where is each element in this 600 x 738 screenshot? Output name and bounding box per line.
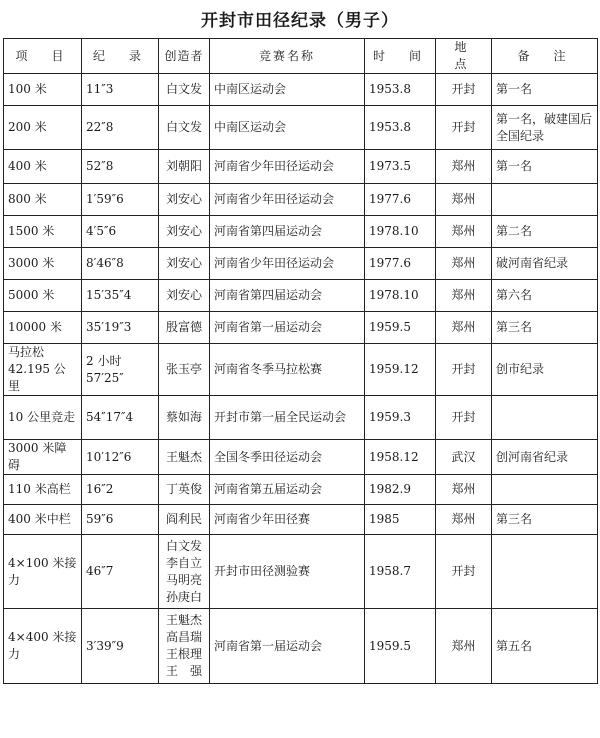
competition-cell: 河南省少年田径运动会 xyxy=(210,150,365,184)
record-cell: 10′12″6 xyxy=(82,440,159,475)
competition-cell: 全国冬季田径运动会 xyxy=(210,440,365,475)
time-cell: 1973.5 xyxy=(365,150,436,184)
holder-cell xyxy=(159,396,210,440)
note-cell: 第五名 xyxy=(492,609,598,684)
holder-cell xyxy=(159,106,210,150)
event-cell: 3000 米障碍 xyxy=(4,440,82,475)
note-cell xyxy=(492,396,598,440)
place-cell: 武汉 xyxy=(436,440,492,475)
record-cell: 46″7 xyxy=(82,535,159,609)
record-cell: 22″8 xyxy=(82,106,159,150)
place-cell: 郑州 xyxy=(436,312,492,344)
record-cell: 54″17″4 xyxy=(82,396,159,440)
holder-name: 王根理 xyxy=(165,647,202,661)
note-cell: 创市纪录 xyxy=(492,344,598,396)
time-cell: 1978.10 xyxy=(365,280,436,312)
table-row xyxy=(4,535,598,609)
place-cell: 开封 xyxy=(436,535,492,609)
competition-cell: 河南省少年田径运动会 xyxy=(210,184,365,216)
record-cell: 1′59″6 xyxy=(82,184,159,216)
holder-name: 刘安心 xyxy=(165,288,202,302)
event-cell: 100 米 xyxy=(4,74,82,106)
table-row xyxy=(4,396,598,440)
time-cell: 1958.12 xyxy=(365,440,436,475)
place-cell: 开封 xyxy=(436,396,492,440)
competition-cell: 河南省第四届运动会 xyxy=(210,280,365,312)
holder-cell xyxy=(159,312,210,344)
event-cell: 400 米中栏 xyxy=(4,505,82,535)
competition-cell: 开封市第一届全民运动会 xyxy=(210,396,365,440)
note-cell: 第一名 xyxy=(492,74,598,106)
page-title: 开封市田径纪录（男子） xyxy=(201,11,399,31)
note-cell xyxy=(492,184,598,216)
note-cell: 破河南省纪录 xyxy=(492,248,598,280)
record-cell: 16″2 xyxy=(82,475,159,505)
event-cell: 4×400 米接力 xyxy=(4,609,82,684)
holder-name: 刘安心 xyxy=(165,256,202,270)
event-cell: 3000 米 xyxy=(4,248,82,280)
event-cell: 10 公里竞走 xyxy=(4,396,82,440)
place-cell: 郑州 xyxy=(436,184,492,216)
header-record: 纪 录 xyxy=(82,39,159,74)
event-cell: 110 米高栏 xyxy=(4,475,82,505)
event-cell: 4×100 米接力 xyxy=(4,535,82,609)
table-row xyxy=(4,440,598,475)
place-cell: 郑州 xyxy=(436,475,492,505)
header-event: 项 目 xyxy=(4,39,82,74)
time-cell: 1958.7 xyxy=(365,535,436,609)
competition-cell: 河南省第四届运动会 xyxy=(210,216,365,248)
table-row xyxy=(4,106,598,150)
place-cell: 郑州 xyxy=(436,280,492,312)
event-cell: 马拉松 42.195 公里 xyxy=(4,344,82,396)
header-row xyxy=(4,39,598,74)
holder-name: 王魁杰 xyxy=(165,449,202,464)
time-cell: 1959.12 xyxy=(365,344,436,396)
holder-cell xyxy=(159,280,210,312)
holder-cell xyxy=(159,535,210,609)
table-row xyxy=(4,280,598,312)
table-row xyxy=(4,184,598,216)
holder-name: 孙庚白 xyxy=(165,589,202,604)
table-row xyxy=(4,505,598,535)
holder-name: 刘安心 xyxy=(165,192,202,206)
competition-cell: 河南省第五届运动会 xyxy=(210,475,365,505)
time-cell: 1985 xyxy=(365,505,436,535)
time-cell: 1977.6 xyxy=(365,184,436,216)
record-cell: 2 小时 57′25″ xyxy=(82,344,159,396)
holder-name: 刘朝阳 xyxy=(165,159,202,173)
competition-cell: 河南省第一届运动会 xyxy=(210,312,365,344)
record-cell: 52″8 xyxy=(82,150,159,184)
table-row xyxy=(4,312,598,344)
competition-cell: 开封市田径测验赛 xyxy=(210,535,365,609)
holder-name: 刘安心 xyxy=(165,224,202,238)
table-row xyxy=(4,344,598,396)
records-table xyxy=(3,38,598,684)
header-place: 地 点 xyxy=(436,39,492,74)
holder-cell xyxy=(159,216,210,248)
header-competition: 竞赛名称 xyxy=(210,39,365,74)
time-cell: 1977.6 xyxy=(365,248,436,280)
competition-cell: 河南省少年田径赛 xyxy=(210,505,365,535)
table-row xyxy=(4,475,598,505)
holder-name: 白文发 xyxy=(165,538,202,553)
holder-name: 殷富德 xyxy=(165,320,202,334)
header-time: 时 间 xyxy=(365,39,436,74)
competition-cell: 河南省冬季马拉松赛 xyxy=(210,344,365,396)
event-cell: 400 米 xyxy=(4,150,82,184)
place-cell: 郑州 xyxy=(436,248,492,280)
time-cell: 1959.5 xyxy=(365,312,436,344)
place-cell: 郑州 xyxy=(436,505,492,535)
holder-name: 王魁杰 xyxy=(165,613,202,627)
record-cell: 11″3 xyxy=(82,74,159,106)
holder-name: 马明亮 xyxy=(165,572,202,587)
record-cell: 15′35″4 xyxy=(82,280,159,312)
header-note: 备 注 xyxy=(492,39,598,74)
competition-cell: 河南省第一届运动会 xyxy=(210,609,365,684)
place-cell: 郑州 xyxy=(436,609,492,684)
place-cell: 开封 xyxy=(436,74,492,106)
record-cell: 35′19″3 xyxy=(82,312,159,344)
event-cell: 1500 米 xyxy=(4,216,82,248)
time-cell: 1978.10 xyxy=(365,216,436,248)
record-cell: 8′46″8 xyxy=(82,248,159,280)
note-cell: 创河南省纪录 xyxy=(492,440,598,475)
holder-name: 李自立 xyxy=(165,555,202,570)
place-cell: 开封 xyxy=(436,106,492,150)
place-cell: 郑州 xyxy=(436,216,492,248)
record-cell: 59″6 xyxy=(82,505,159,535)
note-cell xyxy=(492,535,598,609)
records-body xyxy=(4,74,598,684)
table-row xyxy=(4,248,598,280)
table-row xyxy=(4,74,598,106)
holder-cell xyxy=(159,248,210,280)
event-cell: 800 米 xyxy=(4,184,82,216)
time-cell: 1982.9 xyxy=(365,475,436,505)
record-cell: 4′5″6 xyxy=(82,216,159,248)
record-cell: 3′39″9 xyxy=(82,609,159,684)
holder-name: 蔡如海 xyxy=(165,410,202,424)
note-cell: 第一名，破建国后全国纪录 xyxy=(492,106,598,150)
holder-cell xyxy=(159,150,210,184)
note-cell: 第三名 xyxy=(492,505,598,535)
time-cell: 1953.8 xyxy=(365,74,436,106)
holder-name: 白文发 xyxy=(165,120,202,134)
place-cell: 郑州 xyxy=(436,150,492,184)
holder-name: 王 强 xyxy=(165,664,202,678)
table-row xyxy=(4,216,598,248)
competition-cell: 中南区运动会 xyxy=(210,74,365,106)
event-cell: 5000 米 xyxy=(4,280,82,312)
holder-cell xyxy=(159,505,210,535)
table-row xyxy=(4,609,598,684)
place-cell: 开封 xyxy=(436,344,492,396)
holder-name: 阎利民 xyxy=(165,512,202,526)
time-cell: 1959.3 xyxy=(365,396,436,440)
event-cell: 200 米 xyxy=(4,106,82,150)
note-cell: 第六名 xyxy=(492,280,598,312)
holder-cell xyxy=(159,609,210,684)
holder-name: 张玉亭 xyxy=(165,362,202,376)
competition-cell: 河南省少年田径运动会 xyxy=(210,248,365,280)
event-cell: 10000 米 xyxy=(4,312,82,344)
holder-cell xyxy=(159,184,210,216)
time-cell: 1959.5 xyxy=(365,609,436,684)
time-cell: 1953.8 xyxy=(365,106,436,150)
note-cell: 第一名 xyxy=(492,150,598,184)
holder-cell xyxy=(159,440,210,475)
note-cell: 第二名 xyxy=(492,216,598,248)
holder-name: 丁英俊 xyxy=(165,482,202,496)
competition-cell: 中南区运动会 xyxy=(210,106,365,150)
header-holder: 创造者 xyxy=(159,39,210,74)
note-cell xyxy=(492,475,598,505)
holder-cell xyxy=(159,475,210,505)
holder-cell xyxy=(159,74,210,106)
holder-cell xyxy=(159,344,210,396)
table-row xyxy=(4,150,598,184)
note-cell: 第三名 xyxy=(492,312,598,344)
holder-name: 白文发 xyxy=(165,82,202,96)
holder-name: 高昌瑞 xyxy=(165,630,202,644)
